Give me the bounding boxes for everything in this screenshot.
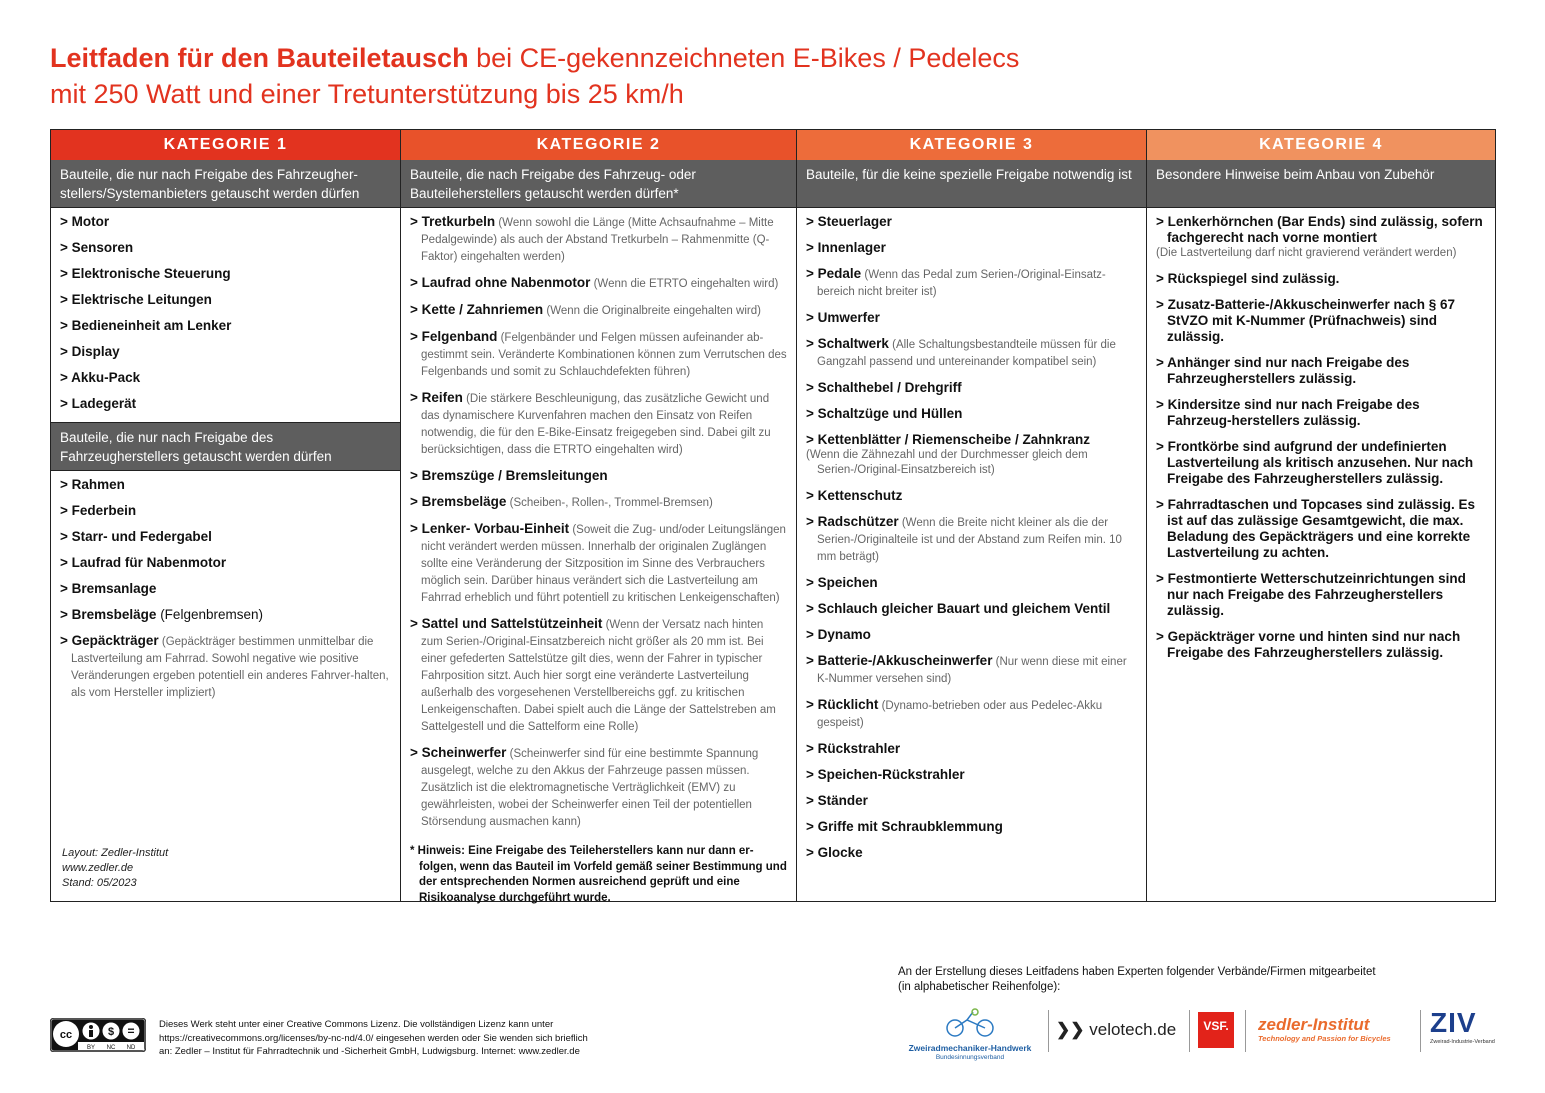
list-item: > Rückstrahler	[806, 741, 901, 756]
list-item: > Speichen-Rückstrahler	[806, 767, 965, 782]
list-item: > Gepäckträger (Gepäckträger bestimmen unmittelbar die Lastverteilung am Fahrrad. Sowohl negative wie positive Veränderungen ergeben potentiell ein anderes Fahrver-halten, als vom Hersteller impliziert)	[60, 633, 389, 699]
list-item: > Schaltwerk (Alle Schaltungsbestandteile müssen für die Gangzahl passend und untereinander kompatibel sein)	[806, 336, 1116, 368]
list-item: > Federbein	[60, 503, 137, 518]
credits-text: An der Erstellung dieses Leitfadens haben Experten folgender Verbände/Firmen mitgearbeitet (in alphabetischer Reihenfolge):	[898, 966, 1376, 993]
kategorie-1-list	[51, 208, 400, 412]
list-item: > Umwerfer	[806, 310, 880, 325]
hinweis-note: * Hinweis: Eine Freigabe des Teileherstellers kann nur dann er-folgen, wenn das Bauteil im Vorfeld gemäß seiner Bestimmung und der entsprechenden Normen ausreichend geprüft und eine Risikoanalyse durchgeführt wurde.	[410, 845, 787, 904]
list-item: > Display	[60, 344, 120, 359]
kategorie-2-list	[401, 208, 796, 906]
column-kategorie-3	[797, 130, 1147, 901]
list-item: > Gepäckträger vorne und hinten sind nur nach Freigabe des Fahrzeugherstellers zulässig.	[1156, 629, 1461, 660]
svg-text:NC: NC	[106, 1045, 116, 1051]
list-item: > Scheinwerfer (Scheinwerfer sind für eine bestimmte Spannung ausgelegt, welche zu den Akkus der Fahrzeuge passen müssen. Zusätzlich ist die elektromagnetische Verträglichkeit (EMV) zu gewährleisten, wobei der Scheinwerfer einen Teil der potentiellen Störsendung ausmachen kann)	[410, 745, 759, 828]
kategorie-3-list	[797, 208, 1146, 861]
page-title	[50, 40, 1490, 112]
kategorie-4-subheader: Besondere Hinweise beim Anbau von Zubehör	[1147, 160, 1495, 208]
kategorie-1-subheader: Bauteile, die nur nach Freigabe des Fahrzeugher-stellers/Systemanbieters getauscht werden dürfen	[51, 160, 400, 208]
svg-text:$: $	[107, 1026, 115, 1038]
layout-credit: Layout: Zedler-Institut www.zedler.de Stand: 05/2023	[62, 847, 169, 889]
list-item: > Elektrische Leitungen	[60, 292, 212, 307]
list-item: > Reifen (Die stärkere Beschleunigung, das zusätzliche Gewicht und das dynamischere Kurvenfahren machen den Einsatz von Reifen notwendig, die für den E-Bike-Einsatz freigegeben sind. Dabei gilt zu berücksichtigen, dass die ETRTO eingehalten wird)	[410, 390, 771, 456]
kategorie-3-header: KATEGORIE 3	[797, 130, 1146, 160]
list-item: > Griffe mit Schraubklemmung	[806, 819, 1003, 834]
creative-commons-badge	[50, 1018, 146, 1052]
list-item: > Motor	[60, 214, 110, 229]
list-item: > Schalthebel / Drehgriff	[806, 380, 962, 395]
list-item: > Radschützer (Wenn die Breite nicht kleiner als die der Serien-/Originalteile ist und der Abstand zum Reifen min. 10 mm beträgt)	[806, 514, 1122, 563]
column-kategorie-4	[1147, 130, 1495, 901]
list-item: > Starr- und Federgabel	[60, 529, 212, 544]
zedler-logo: zedler-Institut Technology and Passion for Bicycles	[1258, 1015, 1391, 1043]
list-item: > Ständer	[806, 793, 868, 808]
list-item: > Tretkurbeln (Wenn sowohl die Länge (Mitte Achsaufnahme – Mitte Pedalgewinde) als auch der Abstand Tretkurbeln – Rahmenmitte (Q-Faktor) eingehalten werden)	[410, 214, 774, 263]
kategorie-1-header: KATEGORIE 1	[51, 130, 400, 160]
column-kategorie-2	[401, 130, 797, 904]
vsf-logo: VSF.	[1198, 1012, 1234, 1048]
list-item: > Glocke	[806, 845, 863, 860]
list-item: > Sattel und Sattelstützeinheit (Wenn der Versatz nach hinten zum Serien-/Original-Einsatzbereich nicht größer als 20 mm ist. Bei einer gefederten Sattelstütze gilt dies, wenn der Fahrer in typischer Fahrposition sitzt. Auch hier sorgt eine veränderte Lastverteilung außerhalb des vorgesehenen Verstellbereichs ggf. zu kritischen Lenkeigenschaften. Dabei spielt auch die Länge der Sattelstreben am Sattelgestell und die Sattelform eine Rolle)	[410, 616, 776, 733]
list-item: > Lenkerhörnchen (Bar Ends) sind zulässig, sofern fachgerecht nach vorne montiert (Die Lastverteilung darf nicht gravierend verändert werden)	[1156, 214, 1483, 259]
list-item: > Bremsbeläge (Felgenbremsen)	[60, 607, 263, 622]
list-item: > Batterie-/Akkuscheinwerfer (Nur wenn diese mit einer K-Nummer versehen sind)	[806, 653, 1127, 685]
cc-icon: cc	[59, 1029, 73, 1041]
list-item: > Schaltzüge und Hüllen	[806, 406, 963, 421]
list-item: > Anhänger sind nur nach Freigabe des Fahrzeugherstellers zulässig.	[1156, 355, 1410, 386]
list-item: > Sensoren	[60, 240, 134, 255]
svg-text:ND: ND	[126, 1045, 136, 1051]
list-item: > Zusatz-Batterie-/Akkuscheinwerfer nach § 67 StVZO mit K-Nummer (Prüfnachweis) sind zulässig.	[1156, 297, 1455, 344]
list-item: > Elektronische Steuerung	[60, 266, 231, 281]
column-kategorie-1	[51, 130, 401, 901]
title-rest: bei CE-gekennzeichneten E-Bikes / Pedelecs	[468, 43, 1020, 73]
velotech-mark-icon: ❯❯	[1056, 1020, 1085, 1039]
title-line2: mit 250 Watt und einer Tretunterstützung bis 25 km/h	[50, 79, 684, 109]
list-item: > Rücklicht (Dynamo-betrieben oder aus Pedelec-Akku gespeist)	[806, 697, 1103, 729]
kategorie-4-header: KATEGORIE 4	[1147, 130, 1495, 160]
kategorie-2-header: KATEGORIE 2	[401, 130, 796, 160]
list-item: > Rahmen	[60, 477, 125, 492]
list-item: > Frontkörbe sind aufgrund der undefinierten Lastverteilung als kritisch anzusehen. Nur nach Freigabe des Fahrzeugherstellers zulässig.	[1156, 439, 1474, 486]
kategorie-1-subheader-2: Bauteile, die nur nach Freigabe des Fahrzeugherstellers getauscht werden dürfen	[51, 422, 400, 471]
list-item: > Akku-Pack	[60, 370, 141, 385]
list-item: > Festmontierte Wetterschutzeinrichtungen sind nur nach Freigabe des Fahrzeugherstellers zulässig.	[1156, 571, 1466, 618]
list-item: > Innenlager	[806, 240, 886, 255]
list-item: > Steuerlager	[806, 214, 892, 229]
list-item: > Kettenschutz	[806, 488, 903, 503]
svg-text:BY: BY	[86, 1045, 96, 1051]
list-item: > Laufrad ohne Nabenmotor (Wenn die ETRTO eingehalten wird)	[410, 275, 779, 290]
list-item: > Fahrradtaschen und Topcases sind zulässig. Es ist auf das zulässige Gesamtgewicht, die max. Beladung des Gepäckträgers und eine korrekte Lastverteilung zu achten.	[1156, 497, 1475, 560]
list-item: > Pedale (Wenn das Pedal zum Serien-/Original-Einsatz-bereich nicht breiter ist)	[806, 266, 1106, 298]
list-item: > Dynamo	[806, 627, 871, 642]
svg-text:=: =	[127, 1024, 135, 1038]
list-item: > Bedieneinheit am Lenker	[60, 318, 232, 333]
velotech-logo: ❯❯ velotech.de	[1056, 1020, 1177, 1039]
kategorie-3-subheader: Bauteile, für die keine spezielle Freigabe notwendig ist	[797, 160, 1146, 208]
list-item: > Kindersitze sind nur nach Freigabe des Fahrzeug-herstellers zulässig.	[1156, 397, 1420, 428]
kategorie-4-list	[1147, 208, 1495, 661]
list-item: > Schlauch gleicher Bauart und gleichem Ventil	[806, 601, 1111, 616]
partner-logos	[900, 1008, 1500, 1068]
category-table	[50, 129, 1496, 902]
list-item: > Bremsbeläge (Scheiben-, Rollen-, Trommel-Bremsen)	[410, 494, 713, 509]
kategorie-2-subheader: Bauteile, die nach Freigabe des Fahrzeug- oder Bauteileherstellers getauscht werden dürfen*	[401, 160, 796, 208]
list-item: > Lenker- Vorbau-Einheit (Soweit die Zug- und/oder Leitungslängen nicht verändert werden müssen. Innerhalb der originalen Zuglängen sollte eine Veränderung der Sitzposition im Sinne des Verbrauchers möglich sein. Darüber hinaus verändert sich die Lastverteilung am Fahrrad erheblich und führt potentiell zu kritischen Lenkeigenschaften)	[410, 521, 786, 604]
list-item: > Ladegerät	[60, 396, 137, 411]
list-item: > Speichen	[806, 575, 878, 590]
title-bold: Leitfaden für den Bauteiletausch	[50, 43, 469, 73]
list-item: > Laufrad für Nabenmotor	[60, 555, 227, 570]
ziv-logo: ZIV Zweirad-Industrie-Verband	[1430, 1007, 1495, 1045]
list-item: > Bremszüge / Bremsleitungen	[410, 468, 608, 483]
kategorie-1-list-2	[51, 471, 400, 701]
list-item: > Felgenband (Felgenbänder und Felgen müssen aufeinander ab-gestimmt sein. Veränderte Kombinationen können zum Verrutschen des Felgenbands und somit zu Schlauchdefekten führen)	[410, 329, 787, 378]
list-item: > Bremsanlage	[60, 581, 157, 596]
list-item: > Kettenblätter / Riemenscheibe / Zahnkranz (Wenn die Zähnezahl und der Durchmesser gleich dem Serien-/Original-Einsatzbereich ist)	[806, 432, 1090, 476]
license-text: Dieses Werk steht unter einer Creative Commons Lizenz. Die vollständigen Lizenz kann unter https://creativecommons.org/licenses/by-nc-nd/4.0/ eingesehen werden oder Sie wenden sich brieflich an: Zedler – Institut für Fahrradtechnik und -Sicherheit GmbH, Ludwigsburg. Internet: www.zedler.de	[159, 1019, 588, 1057]
zweiradmechaniker-logo: Zweiradmechaniker-Handwerk Bundesinnungsverband	[900, 1008, 1040, 1062]
list-item: > Kette / Zahnriemen (Wenn die Originalbreite eingehalten wird)	[410, 302, 761, 317]
list-item: > Rückspiegel sind zulässig.	[1156, 271, 1340, 286]
